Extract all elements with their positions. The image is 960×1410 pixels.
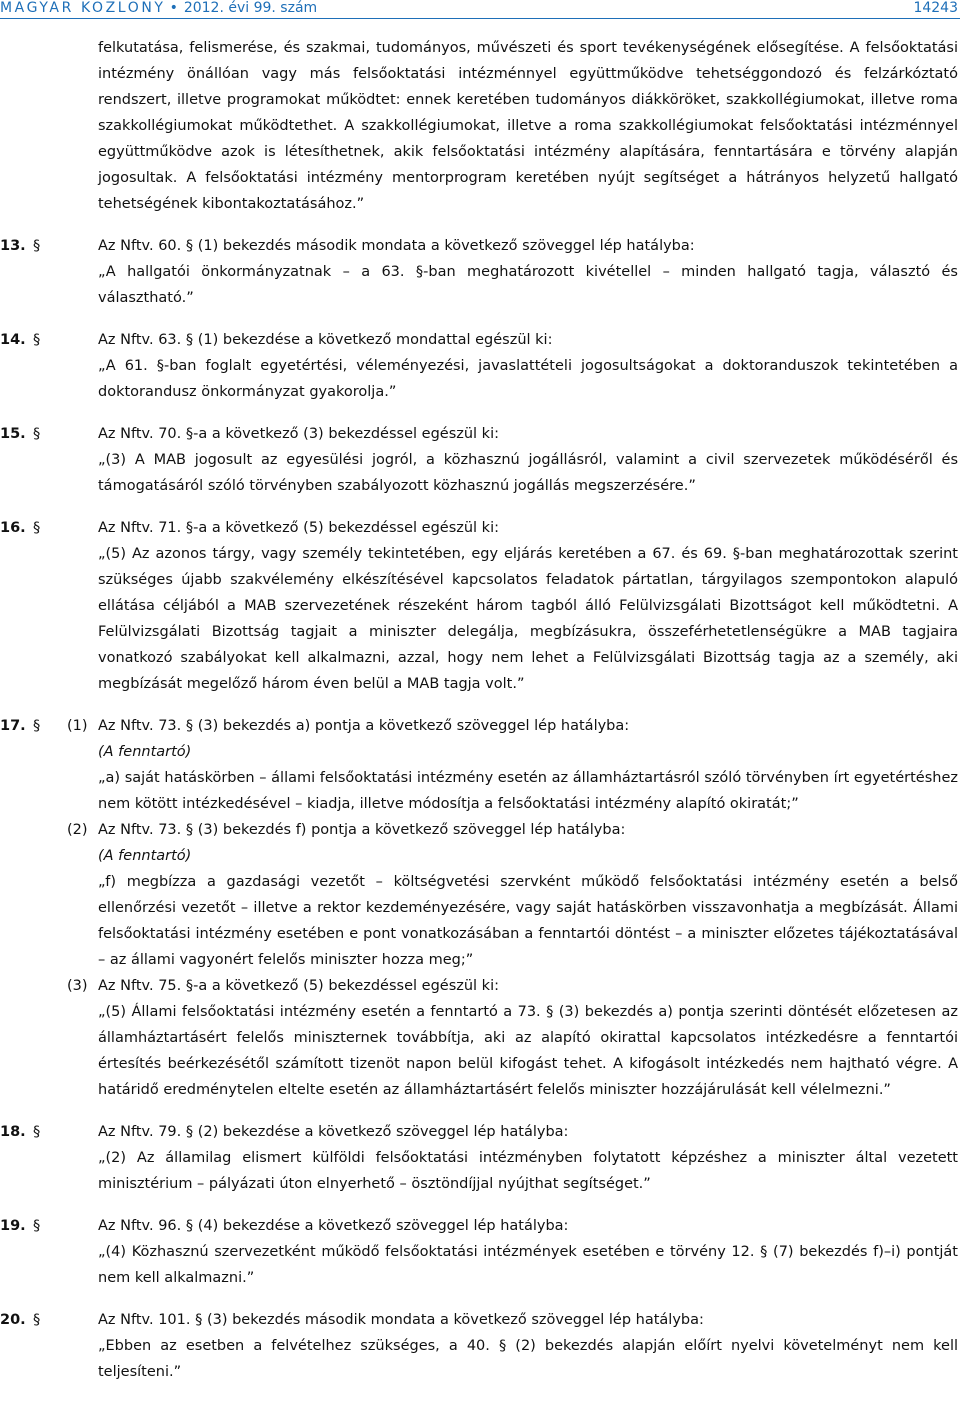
subsection-number: (3) xyxy=(67,978,88,994)
section-sign: § xyxy=(33,426,41,442)
section-lead: Az Nftv. 63. § (1) bekezdése a következő mondattal egészül ki: xyxy=(98,332,553,348)
section-quote: „(2) Az államilag elismert külföldi felsőoktatási intézményben folytatott képzéshez a miniszter által vezetett minisztérium – pályázati úton elnyerhető – ösztöndíjjal nyújthat segítséget.” xyxy=(98,1150,958,1192)
section-lead: Az Nftv. 70. §-a a következő (3) bekezdéssel egészül ki: xyxy=(98,426,499,442)
section-number: 15. xyxy=(0,426,26,442)
journal-title-bar xyxy=(0,0,317,16)
section-sign: § xyxy=(33,1218,41,1234)
section-19 xyxy=(0,1213,960,1291)
section-18 xyxy=(0,1119,960,1197)
section-sign: § xyxy=(33,1124,41,1140)
reserved-label: (A fenntartó) xyxy=(98,744,192,760)
section-16 xyxy=(0,515,960,697)
journal-name: MAGYAR KÖZLÖNY xyxy=(0,0,166,16)
section-number: 19. xyxy=(0,1218,26,1234)
section-lead: Az Nftv. 96. § (4) bekezdése a következő szöveggel lép hatályba: xyxy=(98,1218,569,1234)
section-number: 13. xyxy=(0,238,26,254)
section-quote: „A hallgatói önkormányzatnak – a 63. §-ban meghatározott kivétellel – minden hallgató tagja, választó és választható.” xyxy=(98,264,958,306)
section-20 xyxy=(0,1307,960,1385)
section-lead: Az Nftv. 60. § (1) bekezdés második mondata a következő szöveggel lép hatályba: xyxy=(98,238,695,254)
subsection-lead: Az Nftv. 73. § (3) bekezdés f) pontja a következő szöveggel lép hatályba: xyxy=(98,822,626,838)
section-quote: „A 61. §-ban foglalt egyetértési, véleményezési, javaslattételi jogosultságokat a doktoranduszok tekintetében a doktorandusz önkormányzat gyakorolja.” xyxy=(98,358,958,400)
section-quote: „(5) Az azonos tárgy, vagy személy tekintetében, egy eljárás keretében a 67. és 69. §-ban meghatározottak szerint szükséges újabb szakvélemény elkészítésével kapcsolatos feladatok pártatlan, tárgyilagos szempontokon alapuló ellátása céljából a MAB szervezetének részeként három tagból álló Felülvizsgálati Bizottságot kell működtetni. A Felülvizsgálati Bizottság tagjait a miniszter delegálja, megbízásukra, összeférhetetlenségükre a MAB tagjaira vonatkozó szabályokat kell alkalmazni, azzal, hogy nem lehet a Felülvizsgálati Bizottság tagja az a személy, aki megbízását megelőző három éven belül a MAB tagja volt.” xyxy=(98,546,958,692)
intro-paragraph: felkutatása, felismerése, és szakmai, tudományos, művészeti és sport tevékenységének elősegítése. A felsőoktatási intézmény önállóan vagy más felsőoktatási intézménnyel együttműködve tehetséggondozó és felzárkóztató rendszert, illetve programokat működtet: ennek keretében tudományos diákköröket, szakkollégiumokat, illetve roma szakkollégiumokat működtethet. A szakkollégiumokat, illetve a roma szakkollégiumokat felsőoktatási intézménnyel együttműködve azok is létesíthetnek, akik felsőoktatási intézmény alapítására, fenntartására e törvény alapján jogosultak. A felsőoktatási intézmény mentorprogram keretében nyújt segítséget a hátrányos helyzetű hallgató tehetségének kibontakoztatásához.” xyxy=(98,40,958,212)
section-sign: § xyxy=(33,332,41,348)
section-15 xyxy=(0,421,960,499)
page-number: 14243 xyxy=(913,0,958,16)
section-number: 18. xyxy=(0,1124,26,1140)
section-lead: Az Nftv. 101. § (3) bekezdés második mondata a következő szöveggel lép hatályba: xyxy=(98,1312,704,1328)
issue-label: 2012. évi 99. szám xyxy=(183,0,318,16)
section-sign: § xyxy=(33,520,41,536)
section-number: 14. xyxy=(0,332,26,348)
section-17 xyxy=(0,713,960,1103)
section-quote: „(4) Közhasznú szervezetként működő felsőoktatási intézmények esetében e törvény 12. § (7) bekezdés f)–i) pontját nem kell alkalmazni.” xyxy=(98,1244,958,1286)
subsection-lead: Az Nftv. 73. § (3) bekezdés a) pontja a következő szöveggel lép hatályba: xyxy=(98,718,630,734)
document-body xyxy=(0,35,960,1385)
subsection-17-3 xyxy=(0,973,960,1103)
page-header xyxy=(0,0,960,22)
subsection-quote: „(5) Állami felsőoktatási intézmény esetén a fenntartó a 73. § (3) bekezdés a) pontja szerinti döntését előzetesen az államháztartásért felelős miniszternek továbbítja, aki az alapító okirattal kapcsolatos intézkedésre a fenntartói értesítés beérkezésétől számított tizenöt napon belül kifogást tehet. A kifogásolt intézkedés nem hajtható végre. A határidő eredménytelen eltelte esetén az államháztartásért felelős miniszter hozzájárulását kell vélelmezni.” xyxy=(98,1004,958,1098)
section-sign: § xyxy=(33,718,41,734)
section-number: 17. xyxy=(0,718,26,734)
section-sign: § xyxy=(33,1312,41,1328)
section-lead: Az Nftv. 79. § (2) bekezdése a következő szöveggel lép hatályba: xyxy=(98,1124,569,1140)
header-bullet: • xyxy=(169,0,178,16)
reserved-label: (A fenntartó) xyxy=(98,848,192,864)
subsection-quote: „f) megbízza a gazdasági vezetőt – költségvetési szervként működő felsőoktatási intézmény esetén a belső ellenőrzési vezetőt – illetve a rektor kezdeményezésére, vagy saját hatáskörben visszavonhatja a megbízását. Állami felsőoktatási intézmény esetében e pont vonatkozásában a fenntartói döntést – a miniszter előzetes tájékoztatásával – az állami vagyonért felelős miniszter hozza meg;” xyxy=(98,874,958,968)
subsection-17-1 xyxy=(0,713,960,817)
section-quote: „Ebben az esetben a felvételhez szükséges, a 40. § (2) bekezdés alapján előírt nyelvi követelményt nem kell teljesíteni.” xyxy=(98,1338,958,1380)
subsection-number: (2) xyxy=(67,822,88,838)
section-14 xyxy=(0,327,960,405)
section-number: 20. xyxy=(0,1312,26,1328)
subsection-17-2 xyxy=(0,817,960,973)
section-quote: „(3) A MAB jogosult az egyesülési jogról, a közhasznú jogállásról, valamint a civil szervezetek működéséről és támogatásáról szóló törvényben szabályozott közhasznú jogállás megszerzésére.” xyxy=(98,452,958,494)
section-number: 16. xyxy=(0,520,26,536)
subsection-lead: Az Nftv. 75. §-a a következő (5) bekezdéssel egészül ki: xyxy=(98,978,499,994)
header-divider xyxy=(0,18,960,19)
section-lead: Az Nftv. 71. §-a a következő (5) bekezdéssel egészül ki: xyxy=(98,520,499,536)
subsection-quote: „a) saját hatáskörben – állami felsőoktatási intézmény esetén az államháztartásról szóló törvényben írt egyetértéshez nem kötött intézkedésével – kiadja, illetve módosítja a felsőoktatási intézmény alapító okiratát;” xyxy=(98,770,958,812)
section-13 xyxy=(0,233,960,311)
section-sign: § xyxy=(33,238,41,254)
subsection-number: (1) xyxy=(67,718,88,734)
